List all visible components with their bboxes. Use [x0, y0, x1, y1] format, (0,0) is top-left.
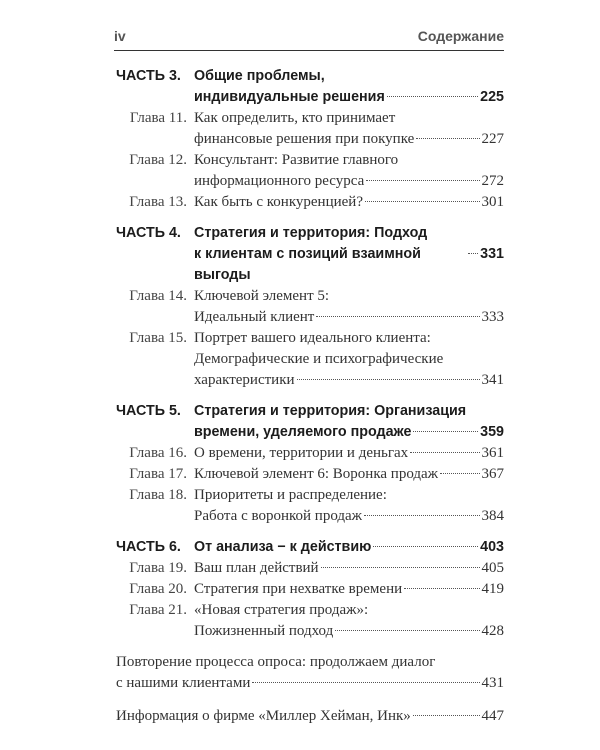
dot-leader: [335, 630, 479, 631]
part-section: [116, 223, 504, 391]
entry-title-last-line: [194, 464, 504, 485]
table-of-contents: [116, 66, 504, 739]
chapter-entry[interactable]: [116, 443, 504, 464]
chapter-title: [194, 443, 504, 464]
dot-leader: [365, 201, 480, 202]
chapter-label: Глава 12.: [129, 152, 187, 168]
dot-leader: [416, 138, 479, 139]
dot-leader: [297, 379, 480, 380]
entry-title-text: информационного ресурса: [194, 173, 365, 189]
entry-title-text: с нашими клиентами: [116, 675, 251, 691]
chapter-entry[interactable]: [116, 108, 504, 150]
entry-title-last-line: [194, 192, 504, 213]
chapter-entry[interactable]: [116, 286, 504, 328]
part-section: [116, 66, 504, 213]
part-label: ЧАСТЬ 5.: [116, 403, 181, 419]
chapter-title: [194, 558, 504, 579]
dot-leader: [366, 180, 479, 181]
chapter-title: [194, 485, 504, 527]
entry-page-number: 405: [481, 560, 504, 576]
chapter-entry[interactable]: [116, 600, 504, 642]
entry-page-number: 272: [481, 173, 504, 189]
entry-title-last-line: [116, 673, 504, 694]
entry-title-last-line: [194, 370, 504, 391]
chapter-entry[interactable]: [116, 464, 504, 485]
entry-page-number: 341: [481, 372, 504, 388]
part-section: [116, 537, 504, 642]
entry-title-text: Ключевой элемент 6: Воронка продаж: [194, 466, 439, 482]
entry-title-line: Портрет вашего идеального клиента:: [194, 330, 431, 346]
chapter-label: Глава 21.: [129, 602, 187, 618]
appendix-entry[interactable]: [116, 652, 504, 694]
dot-leader: [404, 588, 479, 589]
part-label: ЧАСТЬ 4.: [116, 225, 181, 241]
chapter-entry[interactable]: [116, 192, 504, 213]
part-label: ЧАСТЬ 6.: [116, 539, 181, 555]
part-heading[interactable]: [116, 66, 504, 108]
entry-title-last-line: [194, 87, 504, 108]
entry-title-line: Стратегия и территория: Организация: [194, 403, 467, 419]
entry-title-text: Стратегия при нехватке времени: [194, 581, 403, 597]
entry-title-line: Ключевой элемент 5:: [194, 288, 330, 304]
entry-page-number: 367: [481, 466, 504, 482]
entry-title-text: О времени, территории и деньгах: [194, 445, 409, 461]
entry-page-number: 428: [481, 623, 504, 639]
entry-title-last-line: [194, 506, 504, 527]
entry-title-text: Идеальный клиент: [194, 309, 315, 325]
chapter-title: [194, 328, 504, 391]
part-heading[interactable]: [116, 401, 504, 443]
running-title: Содержание: [417, 28, 504, 44]
chapter-label: Глава 16.: [129, 445, 187, 461]
chapter-label: Глава 17.: [129, 466, 187, 482]
chapter-title: [194, 286, 504, 328]
entry-page-number: 403: [480, 539, 504, 555]
dot-leader: [373, 546, 478, 547]
entry-title-line: Приоритеты и распределение:: [194, 487, 387, 503]
chapter-entry[interactable]: [116, 579, 504, 600]
chapter-entry[interactable]: [116, 485, 504, 527]
entry-title-text: Ваш план действий: [194, 560, 319, 576]
entry-title-last-line: [194, 171, 504, 192]
entry-title-last-line: [194, 307, 504, 328]
chapter-entry[interactable]: [116, 150, 504, 192]
entry-title-text: От анализа − к действию: [194, 539, 372, 555]
entry-title-last-line: [194, 422, 504, 443]
entry-title-last-line: [194, 129, 504, 150]
entry-title-text: характеристики: [194, 372, 295, 388]
chapter-title: [194, 600, 504, 642]
entry-title-line: Как определить, кто принимает: [194, 110, 396, 126]
entry-title-last-line: [194, 244, 504, 286]
chapter-entry[interactable]: [116, 558, 504, 579]
entry-title-text: Как быть с конкуренцией?: [194, 194, 363, 210]
dot-leader: [252, 682, 479, 683]
chapter-label: Глава 13.: [129, 194, 187, 210]
chapter-title: [194, 150, 504, 192]
entry-title-last-line: [194, 579, 504, 600]
entry-page-number: 359: [480, 424, 504, 440]
part-title: [194, 537, 504, 558]
entry-page-number: 431: [481, 675, 504, 691]
chapter-label: Глава 20.: [129, 581, 187, 597]
part-heading[interactable]: [116, 223, 504, 286]
entry-title-line: «Новая стратегия продаж»:: [194, 602, 369, 618]
chapter-label: Глава 19.: [129, 560, 187, 576]
part-heading[interactable]: [116, 537, 504, 558]
chapter-title: [194, 192, 504, 213]
chapter-label: Глава 11.: [129, 110, 187, 126]
page-number: iv: [114, 28, 126, 44]
entry-title-last-line: [194, 443, 504, 464]
entry-page-number: 384: [481, 508, 504, 524]
dot-leader: [364, 515, 479, 516]
dot-leader: [410, 452, 479, 453]
entry-title-line: Консультант: Развитие главного: [194, 152, 399, 168]
entry-page-number: 225: [480, 89, 504, 105]
entry-title-text: к клиентам с позиций взаимной выгоды: [194, 246, 421, 283]
entry-title-last-line: [194, 537, 504, 558]
part-label: ЧАСТЬ 3.: [116, 68, 181, 84]
entry-title-last-line: [194, 621, 504, 642]
chapter-title: [194, 464, 504, 485]
chapter-label: Глава 15.: [129, 330, 187, 346]
dot-leader: [316, 316, 479, 317]
chapter-label: Глава 18.: [129, 487, 187, 503]
entry-page-number: 333: [481, 309, 504, 325]
part-section: [116, 401, 504, 527]
appendix-entry[interactable]: [116, 706, 504, 727]
chapter-title: [194, 108, 504, 150]
dot-leader: [468, 253, 478, 254]
entry-page-number: 227: [481, 131, 504, 147]
entry-page-number: 447: [481, 708, 504, 724]
entry-page-number: 361: [481, 445, 504, 461]
dot-leader: [440, 473, 479, 474]
entry-title-text: Информация о фирме «Миллер Хейман, Инк»: [116, 708, 411, 724]
entry-title-line: Демографические и психографические: [194, 351, 444, 367]
entry-title-line: Общие проблемы,: [194, 68, 325, 84]
part-title: [194, 223, 504, 286]
entry-title-text: финансовые решения при покупке: [194, 131, 415, 147]
chapter-entry[interactable]: [116, 328, 504, 391]
dot-leader: [321, 567, 480, 568]
dot-leader: [413, 431, 478, 432]
entry-page-number: 301: [481, 194, 504, 210]
entry-page-number: 419: [481, 581, 504, 597]
chapter-label: Глава 14.: [129, 288, 187, 304]
running-header: [114, 26, 504, 51]
part-title: [194, 66, 504, 108]
part-title: [194, 401, 504, 443]
entry-title-text: индивидуальные решения: [194, 89, 385, 105]
entry-title-line: Повторение процесса опроса: продолжаем диалог: [116, 654, 436, 670]
chapter-title: [194, 579, 504, 600]
entry-title-text: Пожизненный подход: [194, 623, 334, 639]
entry-title-last-line: [116, 706, 504, 727]
entry-title-text: Работа с воронкой продаж: [194, 508, 363, 524]
entry-title-last-line: [194, 558, 504, 579]
dot-leader: [413, 715, 480, 716]
entry-title-line: Стратегия и территория: Подход: [194, 225, 428, 241]
dot-leader: [387, 96, 478, 97]
entry-page-number: 331: [480, 246, 504, 262]
entry-title-text: времени, уделяемого продаже: [194, 424, 412, 440]
